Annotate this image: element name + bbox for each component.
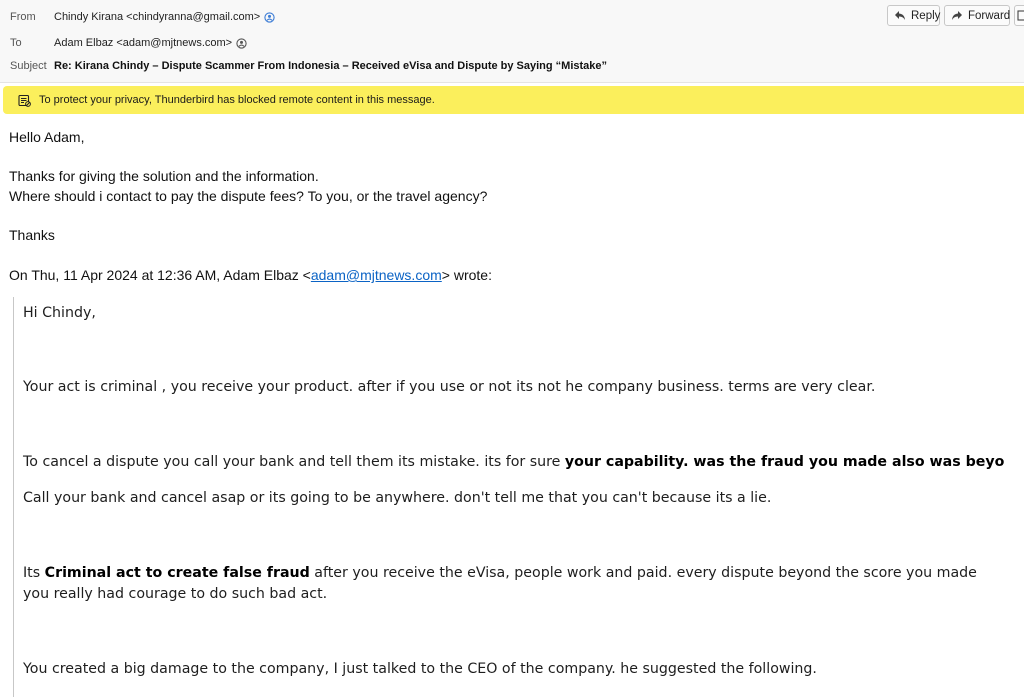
- reply-label: Reply: [911, 9, 941, 22]
- from-address[interactable]: Chindy Kirana <chindyranna@gmail.com>: [54, 11, 261, 23]
- remote-content-notice[interactable]: [3, 86, 1024, 114]
- quote-text: after you receive the eVisa, people work and paid. every dispute beyond the score you made: [309, 565, 977, 581]
- message-signoff: Thanks: [9, 227, 55, 243]
- remote-content-blocked-icon: [18, 94, 31, 107]
- more-actions-button[interactable]: [1014, 5, 1024, 26]
- to-address[interactable]: Adam Elbaz <adam@mjtnews.com>: [54, 37, 233, 49]
- quote-paragraph: [23, 563, 977, 583]
- remote-content-notice-text: To protect your privacy, Thunderbird has blocked remote content in this message.: [39, 94, 435, 106]
- quote-border: [13, 297, 14, 697]
- quote-paragraph: Your act is criminal , you receive your product. after if you use or not its not he company business. terms are very clear.: [23, 379, 876, 395]
- quote-bold-text: your capability. was the fraud you made also was beyo: [564, 454, 1005, 470]
- reply-button[interactable]: [887, 5, 940, 26]
- quote-bold-text: Criminal act to create false fraud: [44, 565, 310, 581]
- quote-attribution: [9, 266, 492, 286]
- forward-icon: [951, 10, 963, 21]
- forward-button[interactable]: [944, 5, 1010, 26]
- to-value[interactable]: [54, 37, 247, 49]
- subject-label: Subject: [10, 60, 47, 72]
- message-line: Where should i contact to pay the dispute fees? To you, or the travel agency?: [9, 188, 488, 204]
- quote-paragraph: You created a big damage to the company, I just talked to the CEO of the company. he suggested the following.: [23, 661, 817, 677]
- message-line: Thanks for giving the solution and the information.: [9, 168, 319, 184]
- to-label: To: [10, 37, 22, 49]
- archive-icon: [1017, 10, 1024, 21]
- quote-text: Its: [23, 565, 45, 581]
- quote-paragraph-continued: you really had courage to do such bad act.: [23, 586, 328, 602]
- quote-paragraph: [23, 452, 1004, 472]
- quote-text: To cancel a dispute you call your bank and tell them its mistake. its for sure: [23, 454, 565, 470]
- contact-add-icon[interactable]: [264, 12, 275, 23]
- forward-label: Forward: [968, 9, 1011, 22]
- contact-icon[interactable]: [236, 38, 247, 49]
- attribution-suffix: > wrote:: [441, 267, 492, 283]
- quote-greeting: Hi Chindy,: [23, 305, 96, 321]
- subject-value: Re: Kirana Chindy – Dispute Scammer From Indonesia – Received eVisa and Dispute by Saying “Mistake”: [54, 60, 608, 72]
- from-value[interactable]: [54, 11, 275, 23]
- message-header: [0, 0, 1024, 83]
- message-greeting: Hello Adam,: [9, 129, 85, 145]
- from-label: From: [10, 11, 36, 23]
- quote-paragraph: Call your bank and cancel asap or its going to be anywhere. don't tell me that you can't because its a lie.: [23, 490, 772, 506]
- reply-icon: [894, 10, 906, 21]
- attribution-prefix: On Thu, 11 Apr 2024 at 12:36 AM, Adam Elbaz <: [9, 267, 311, 283]
- attribution-email-link[interactable]: adam@mjtnews.com: [310, 267, 442, 283]
